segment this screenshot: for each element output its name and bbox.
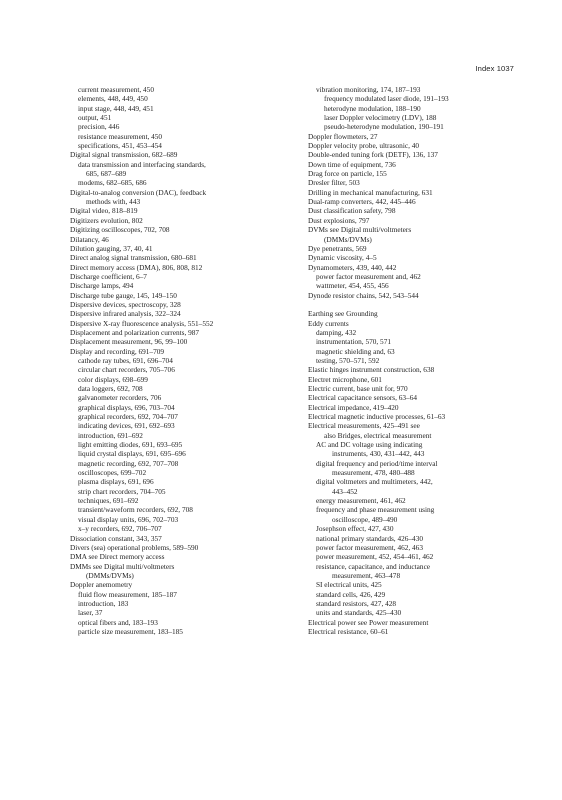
index-entry: circular chart recorders, 705–706 (78, 365, 175, 375)
index-entry: AC and DC voltage using indicating (316, 440, 423, 450)
index-entry: national primary standards, 426–430 (316, 533, 423, 543)
index-entry: DMMs see Digital multi/voltmeters (70, 561, 175, 571)
index-entry: Discharge coefficient, 6–7 (70, 271, 147, 281)
index-entry: techniques, 691–692 (78, 496, 139, 506)
index-entry: digital frequency and period/time interval (316, 458, 438, 468)
index-entry: Displacement and polarization currents, 987 (70, 327, 200, 337)
index-entry: visual display units, 696, 702–703 (78, 514, 179, 524)
index-entry: color displays, 698–699 (78, 374, 148, 384)
index-entry: laser Doppler velocimetry (LDV), 188 (324, 113, 437, 123)
index-entry: heterodyne modulation, 188–190 (324, 103, 421, 113)
index-entry: Electrical resistance, 60–61 (308, 626, 389, 636)
index-entry: frequency modulated laser diode, 191–193 (324, 94, 449, 104)
index-entry: oscilloscopes, 699–702 (78, 468, 147, 478)
index-entry: measurement, 478, 480–488 (332, 468, 415, 478)
index-entry: specifications, 451, 453–454 (78, 141, 162, 151)
index-entry: Digitizers evolution, 802 (70, 215, 143, 225)
running-header: Index 1037 (475, 64, 514, 73)
index-entry: Drag force on particle, 155 (308, 169, 387, 179)
index-entry: input stage, 448, 449, 451 (78, 103, 154, 113)
index-entry: Dilatancy, 46 (70, 234, 109, 244)
index-entry: Drilling in mechanical manufacturing, 631 (308, 187, 433, 197)
index-entry: Divers (sea) operational problems, 589–590 (70, 542, 199, 552)
index-entry: instrumentation, 570, 571 (316, 337, 391, 347)
index-entry: pseudo-heterodyne modulation, 190–191 (324, 122, 444, 132)
index-entry: resistance, capacitance, and inductance (316, 561, 431, 571)
index-entry: standard resistors, 427, 428 (316, 598, 397, 608)
index-entry: standard cells, 426, 429 (316, 589, 386, 599)
index-entry: DMA see Direct memory access (70, 552, 165, 562)
index-entry: precision, 446 (78, 122, 120, 132)
index-entry: magnetic recording, 692, 707–708 (78, 458, 179, 468)
index-entry: cathode ray tubes, 691, 696–704 (78, 355, 173, 365)
index-entry: (DMMs/DVMs) (324, 234, 372, 244)
index-entry: instruments, 430, 431–442, 443 (332, 449, 425, 459)
index-entry: power factor measurement, 462, 463 (316, 542, 423, 552)
index-entry: Earthing see Grounding (308, 309, 378, 319)
index-entry: vibration monitoring, 174, 187–193 (316, 85, 421, 94)
index-entry: magnetic shielding and, 63 (316, 346, 395, 356)
index-entry: Double-ended tuning fork (DETF), 136, 137 (308, 150, 438, 160)
index-entry: Electrical magnetic inductive processes, 61–63 (308, 412, 446, 422)
index-entry: Dynamic viscosity, 4–5 (308, 253, 377, 263)
index-entry: data transmission and interfacing standards, (78, 159, 206, 169)
index-entry: energy measurement, 461, 462 (316, 496, 406, 506)
index-entry: Display and recording, 691–709 (70, 346, 165, 356)
index-entry: Electrical measurements, 425–491 see (308, 421, 420, 431)
index-entry: Elastic hinges instrument construction, 638 (308, 365, 435, 375)
index-entry: Digitizing oscilloscopes, 702, 708 (70, 225, 170, 235)
index-entry: digital voltmeters and multimeters, 442, (316, 477, 433, 487)
index-entry: Dye penetrants, 569 (308, 243, 367, 253)
index-entry: power measurement, 452, 454–461, 462 (316, 552, 434, 562)
index-entry: fluid flow measurement, 185–187 (78, 589, 177, 599)
index-entry: galvanometer recorders, 706 (78, 393, 162, 403)
index-entry: oscilloscope, 489–490 (332, 514, 398, 524)
index-entry: Direct analog signal transmission, 680–681 (70, 253, 197, 263)
index-entry: Josephson effect, 427, 430 (316, 524, 394, 534)
index-entry: liquid crystal displays, 691, 695–696 (78, 449, 186, 459)
index-entry: Doppler anemometry (70, 580, 133, 590)
index-entry: Dynode resistor chains, 542, 543–544 (308, 290, 419, 300)
index-entry: introduction, 691–692 (78, 430, 143, 440)
index-entry: Electrical impedance, 419–420 (308, 402, 399, 412)
index-entry: output, 451 (78, 113, 112, 123)
index-entry: modems, 682–685, 686 (78, 178, 147, 188)
index-entry: Digital signal transmission, 682–689 (70, 150, 178, 160)
index-entry: indicating devices, 691, 692–693 (78, 421, 175, 431)
index-entry: Dispersive devices, spectroscopy, 328 (70, 299, 181, 309)
index-entry: data loggers, 692, 708 (78, 384, 143, 393)
index-entry: graphical displays, 696, 703–704 (78, 402, 175, 412)
index-entry: elements, 448, 449, 450 (78, 94, 148, 104)
index-entry: Dust classification safety, 798 (308, 206, 396, 216)
index-entry: SI electrical units, 425 (316, 580, 382, 590)
index-entry: x–y recorders, 692, 706–707 (78, 524, 162, 534)
index-column-right (308, 85, 540, 636)
index-entry: strip chart recorders, 704–705 (78, 486, 166, 496)
index-entry: Digital video, 818–819 (70, 206, 138, 216)
index-entry: frequency and phase measurement using (316, 505, 435, 515)
index-entry: DVMs see Digital multi/voltmeters (308, 225, 412, 235)
index-entry: also Bridges, electrical measurement (324, 430, 432, 440)
index-entry: Discharge lamps, 494 (70, 281, 134, 291)
index-entry: Dispersive infrared analysis, 322–324 (70, 309, 181, 319)
index-entry: Eddy currents (308, 318, 349, 328)
index-entry: Electrical power see Power measurement (308, 617, 429, 627)
index-gap (308, 300, 540, 309)
index-entry: 685, 687–689 (86, 169, 127, 179)
index-entry: introduction, 183 (78, 598, 129, 608)
index-entry: Electric current, base unit for, 970 (308, 384, 408, 393)
index-entry: Dynamometers, 439, 440, 442 (308, 262, 397, 272)
index-entry: Displacement measurement, 96, 99–100 (70, 337, 188, 347)
index-entry: units and standards, 425–430 (316, 608, 402, 618)
index-entry: Dilution gauging, 37, 40, 41 (70, 243, 153, 253)
index-entry: particle size measurement, 183–185 (78, 626, 183, 636)
index-entry: graphical recorders, 692, 704–707 (78, 412, 178, 422)
index-entry: current measurement, 450 (78, 85, 154, 94)
index-entry: plasma displays, 691, 696 (78, 477, 154, 487)
index-entry: Digital-to-analog conversion (DAC), feedback (70, 187, 207, 197)
index-entry: wattmeter, 454, 455, 456 (316, 281, 389, 291)
index-entry: Dissociation constant, 343, 357 (70, 533, 162, 543)
index-entry: optical fibers and, 183–193 (78, 617, 158, 627)
index-entry: 443–452 (332, 486, 358, 496)
index-entry: Direct memory access (DMA), 806, 808, 812 (70, 262, 203, 272)
index-entry: Discharge tube gauge, 145, 149–150 (70, 290, 177, 300)
index-entry: transient/waveform recorders, 692, 708 (78, 505, 193, 515)
index-entry: Dust explosions, 797 (308, 215, 370, 225)
index-column-left (70, 85, 302, 636)
index-entry: Dispersive X-ray fluorescence analysis, 551–552 (70, 318, 214, 328)
index-entry: power factor measurement and, 462 (316, 271, 421, 281)
index-entry: damping, 432 (316, 327, 357, 337)
index-entry: Electrical capacitance sensors, 63–64 (308, 393, 417, 403)
index-entry: Doppler velocity probe, ultrasonic, 40 (308, 141, 420, 151)
index-entry: Dresler filter, 503 (308, 178, 360, 188)
index-entry: resistance measurement, 450 (78, 131, 163, 141)
index-entry: Doppler flowmeters, 27 (308, 131, 378, 141)
index-entry: measurement, 463–478 (332, 570, 401, 580)
index-entry: testing, 570–571, 592 (316, 355, 380, 365)
index-entry: laser, 37 (78, 608, 103, 618)
index-entry: Down time of equipment, 736 (308, 159, 396, 169)
index-entry: (DMMs/DVMs) (86, 570, 134, 580)
index-entry: Dual-ramp converters, 442, 445–446 (308, 197, 416, 207)
index-entry: light emitting diodes, 691, 693–695 (78, 440, 183, 450)
index-entry: Electret microphone, 601 (308, 374, 382, 384)
index-entry: methods with, 443 (86, 197, 141, 207)
